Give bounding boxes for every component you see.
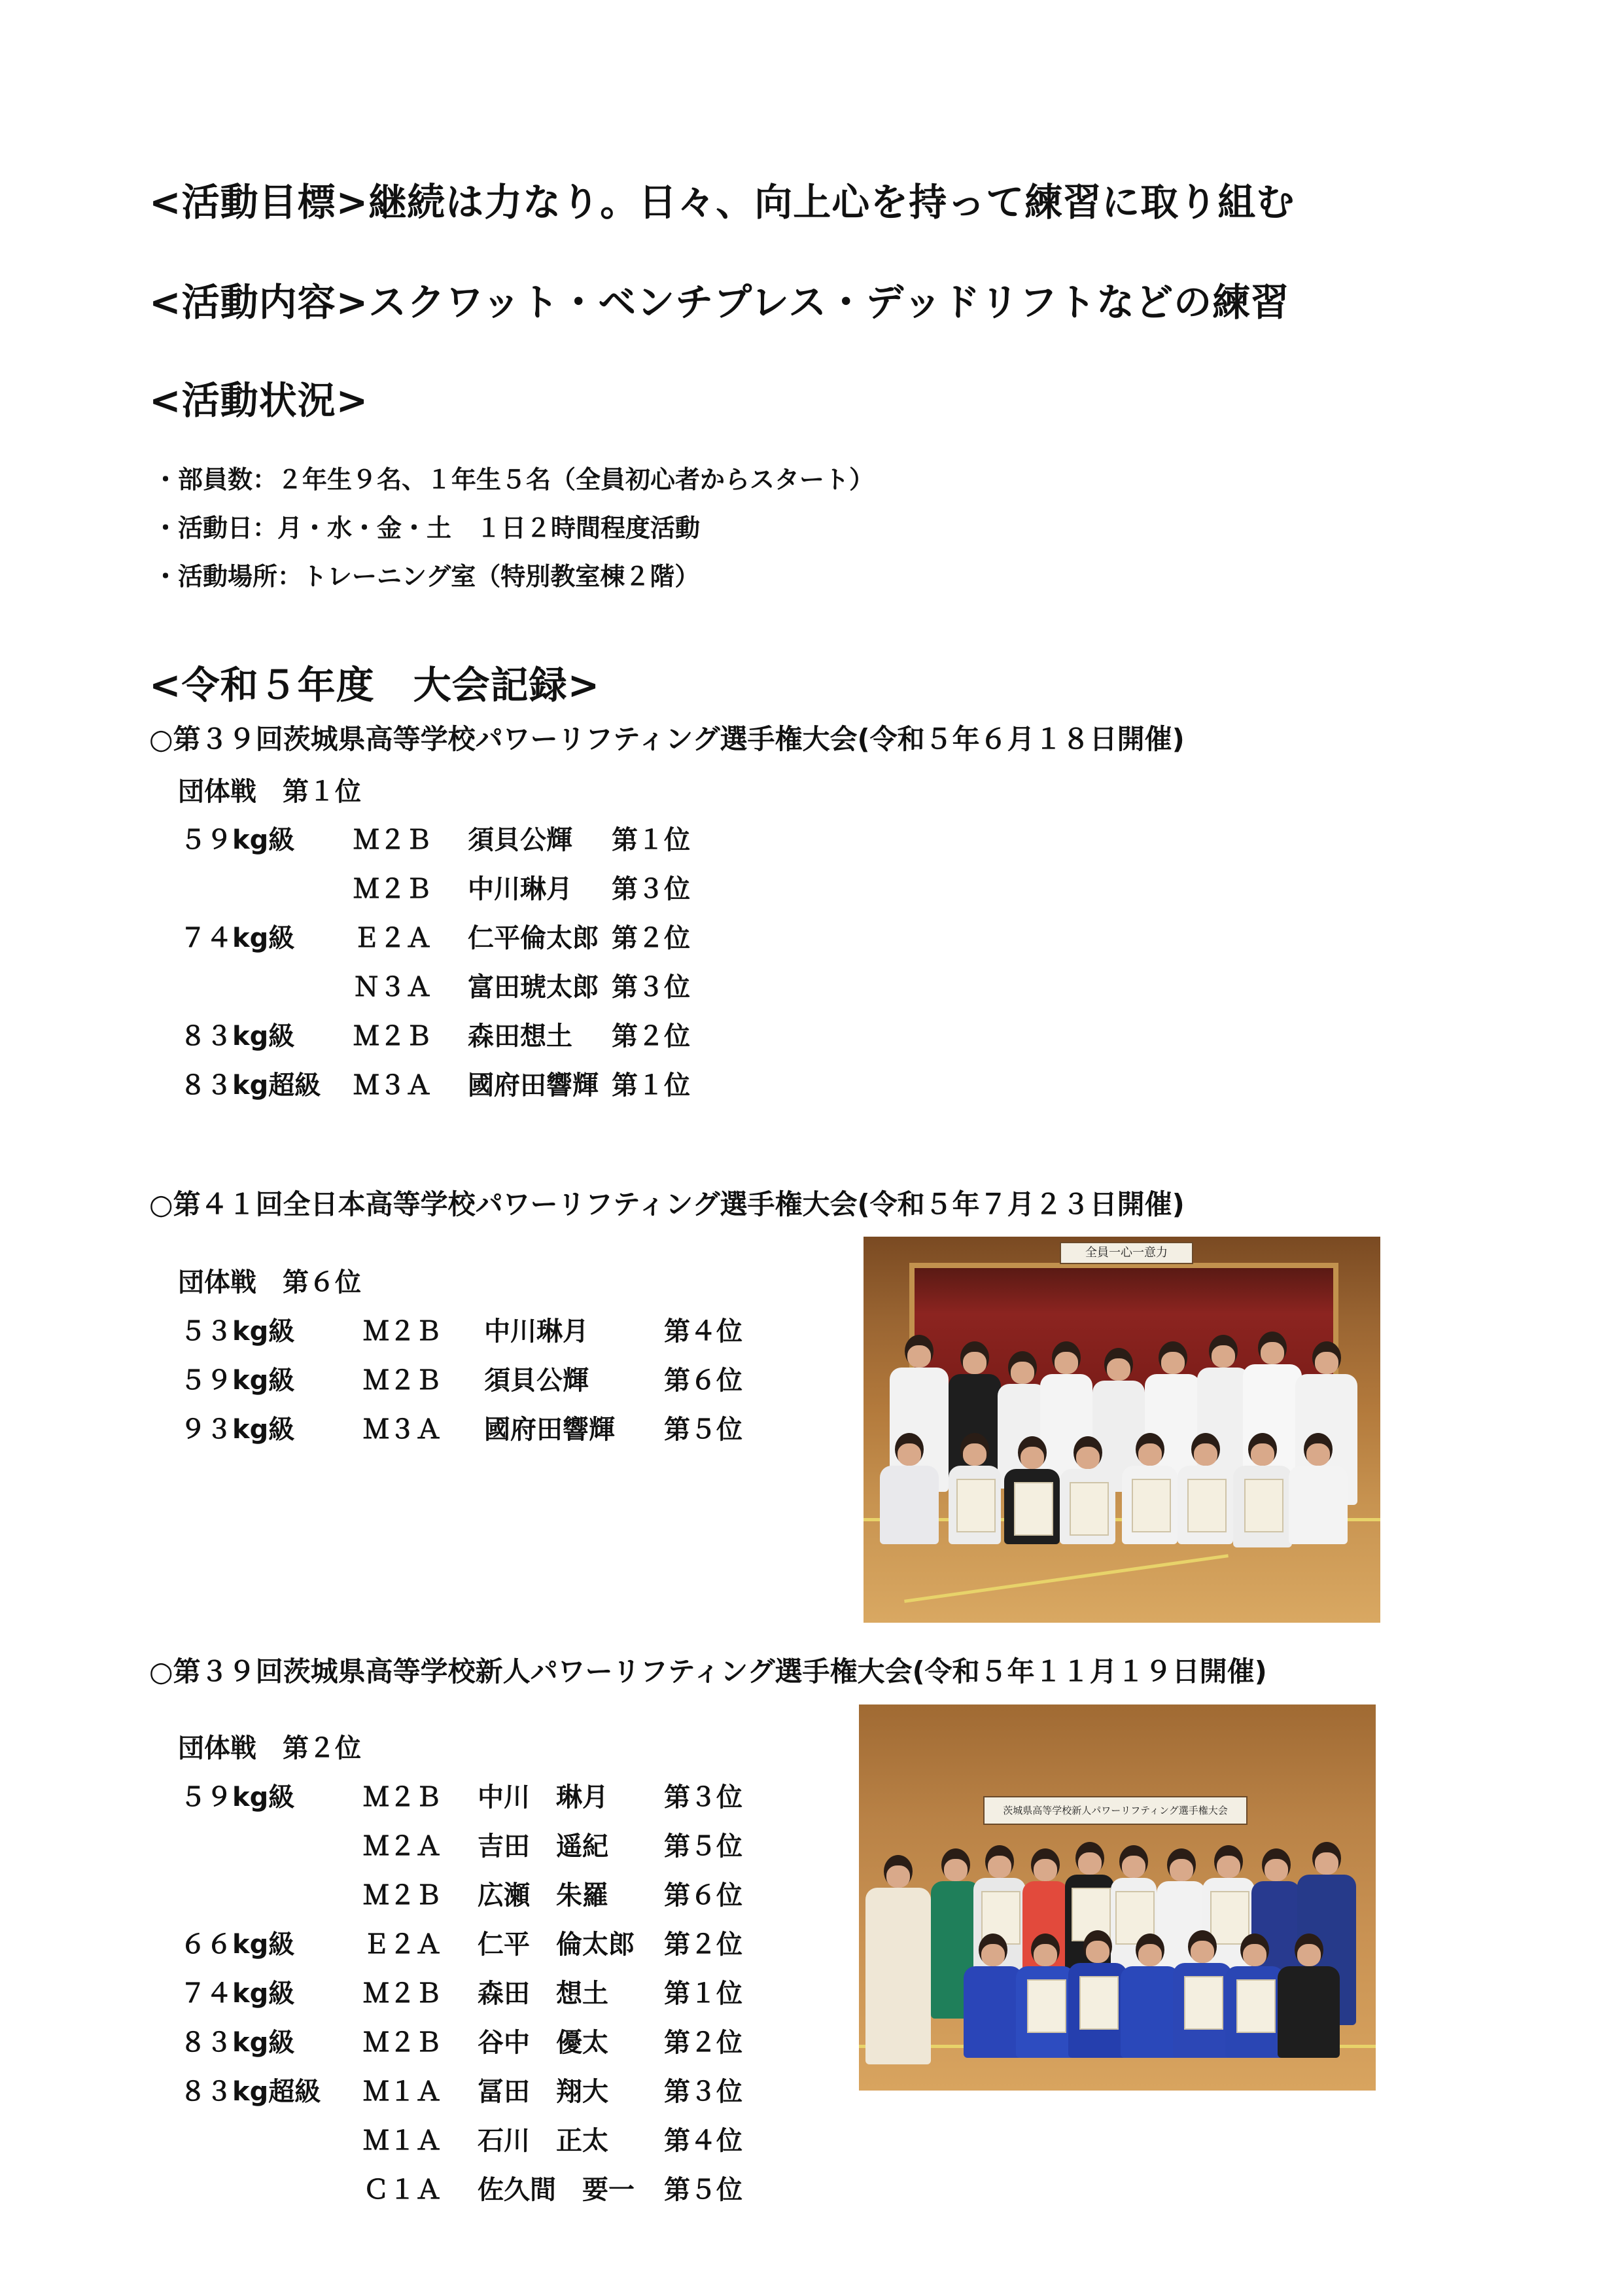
- record-name: 國府田響輝: [468, 1070, 599, 1101]
- court-line: [904, 1554, 1229, 1603]
- record-cls: Ｍ２Ｂ: [363, 1782, 442, 1812]
- record-weight: ９３kg級: [180, 1415, 295, 1445]
- activity-content: [149, 272, 1289, 327]
- record-place: 第２位: [664, 2028, 742, 2058]
- record-cls: Ｍ２Ｂ: [363, 1979, 442, 2009]
- certificate: [956, 1479, 996, 1532]
- record-place: 第５位: [664, 1415, 742, 1445]
- person-figure: [880, 1433, 939, 1544]
- status-bullet-members: ・部員数：２年生９名、１年生５名（全員初心者からスタート）: [153, 465, 875, 494]
- person-figure: [964, 1934, 1022, 2058]
- record-weight: ５３kg級: [180, 1316, 295, 1347]
- tournament-1-team: 団体戦 第１位: [178, 777, 361, 807]
- team-photo-national: [864, 1237, 1380, 1623]
- record-weight: ８３kg超級: [180, 1070, 321, 1101]
- activity-status-heading: <活動状況>: [149, 378, 369, 423]
- certificate: [1184, 1976, 1223, 2030]
- record-place: 第１位: [664, 1979, 742, 2009]
- record-cls: Ｍ２Ｂ: [363, 1316, 442, 1347]
- record-place: 第３位: [664, 2077, 742, 2107]
- record-weight: ８３kg超級: [180, 2077, 321, 2107]
- record-cls: Ｃ１Ａ: [363, 2175, 442, 2205]
- photo-banner-rookie: 茨城県高等学校新人パワーリフティング選手権大会: [983, 1796, 1248, 1825]
- status-bullet-days: ・活動日：月・水・金・土 １日２時間程度活動: [153, 514, 701, 542]
- record-place: 第２位: [664, 1930, 742, 1960]
- record-weight: ５９kg級: [180, 1366, 295, 1396]
- record-name: 谷中 優太: [478, 2028, 608, 2058]
- activity-goal-label: <活動目標>: [149, 180, 369, 224]
- record-weight: ５９kg級: [180, 825, 295, 855]
- record-name: 國府田響輝: [484, 1415, 615, 1445]
- record-place: 第４位: [664, 1316, 742, 1347]
- certificate: [1244, 1479, 1283, 1532]
- certificate: [1027, 1979, 1066, 2033]
- record-place: 第３位: [664, 1782, 742, 1812]
- person-figure: [1289, 1433, 1348, 1544]
- certificate: [1132, 1479, 1171, 1532]
- record-name: 佐久間 要一: [478, 2175, 635, 2205]
- record-place: 第１位: [612, 825, 690, 855]
- team-photo-rookie: [859, 1704, 1376, 2091]
- record-cls: Ｍ２Ｂ: [363, 1881, 442, 1911]
- record-cls: Ｍ１Ａ: [363, 2077, 442, 2107]
- activity-content-text: スクワット・ベンチプレス・デッドリフトなどの練習: [368, 280, 1290, 325]
- record-name: 森田想土: [468, 1021, 572, 1051]
- certificate: [1079, 1976, 1119, 2030]
- record-name: 広瀬 朱羅: [478, 1881, 608, 1911]
- record-place: 第４位: [664, 2126, 742, 2156]
- record-name: 仁平 倫太郎: [478, 1930, 635, 1960]
- tournament-1-title: ○第３９回茨城県高等学校パワーリフティング選手権大会(令和５年６月１８日開催): [149, 723, 1185, 755]
- record-name: 森田 想土: [478, 1979, 608, 2009]
- record-place: 第３位: [612, 874, 690, 904]
- activity-goal-text: 継続は力なり。日々、向上心を持って練習に取り組む: [368, 180, 1295, 224]
- record-cls: Ｅ２Ａ: [363, 1930, 442, 1960]
- person-figure: [1278, 1934, 1340, 2058]
- record-name: 須貝公輝: [468, 825, 572, 855]
- record-cls: Ｍ３Ａ: [353, 1070, 432, 1101]
- activity-content-label: <活動内容>: [149, 280, 369, 325]
- record-name: 石川 正太: [478, 2126, 608, 2156]
- record-place: 第２位: [612, 923, 690, 953]
- person-figure: [865, 1855, 931, 2064]
- certificate: [1236, 1979, 1276, 2033]
- record-cls: Ｅ２Ａ: [353, 923, 432, 953]
- record-name: 冨田 翔大: [478, 2077, 608, 2107]
- record-cls: Ｍ２Ａ: [363, 1831, 442, 1862]
- record-name: 吉田 遥紀: [478, 1831, 608, 1862]
- record-cls: Ｍ３Ａ: [363, 1415, 442, 1445]
- records-heading: <令和５年度 大会記録>: [149, 663, 601, 707]
- record-weight: ７４kg級: [180, 1979, 295, 2009]
- record-name: 中川 琳月: [478, 1782, 608, 1812]
- record-weight: ８３kg級: [180, 2028, 295, 2058]
- tournament-3-team: 団体戦 第２位: [178, 1733, 361, 1763]
- record-cls: Ｍ２Ｂ: [363, 2028, 442, 2058]
- record-name: 中川琳月: [484, 1316, 589, 1347]
- tournament-2-team: 団体戦 第６位: [178, 1267, 361, 1298]
- record-place: 第２位: [612, 1021, 690, 1051]
- record-place: 第５位: [664, 1831, 742, 1862]
- certificate: [1187, 1479, 1227, 1532]
- record-weight: ７４kg級: [180, 923, 295, 953]
- record-place: 第１位: [612, 1070, 690, 1101]
- record-place: 第５位: [664, 2175, 742, 2205]
- record-name: 富田琥太郎: [468, 972, 599, 1002]
- photo-banner-national: 全員一心一意力: [1060, 1242, 1193, 1264]
- record-weight: ８３kg級: [180, 1021, 295, 1051]
- record-weight: ６６kg級: [180, 1930, 295, 1960]
- record-place: 第６位: [664, 1366, 742, 1396]
- record-cls: Ｍ２Ｂ: [353, 874, 432, 904]
- record-cls: Ｍ２Ｂ: [353, 825, 432, 855]
- record-cls: Ｎ３Ａ: [353, 972, 432, 1002]
- record-cls: Ｍ２Ｂ: [353, 1021, 432, 1051]
- person-figure: [1121, 1934, 1179, 2058]
- record-name: 中川琳月: [468, 874, 572, 904]
- activity-goal: [149, 171, 1295, 226]
- record-place: 第６位: [664, 1881, 742, 1911]
- tournament-3-title: ○第３９回茨城県高等学校新人パワーリフティング選手権大会(令和５年１１月１９日開催): [149, 1655, 1267, 1687]
- status-bullet-place: ・活動場所：トレーニング室（特別教室棟２階）: [153, 562, 700, 591]
- certificate: [1014, 1482, 1053, 1536]
- record-name: 仁平倫太郎: [468, 923, 599, 953]
- record-weight: ５９kg級: [180, 1782, 295, 1812]
- record-name: 須貝公輝: [484, 1366, 589, 1396]
- record-cls: Ｍ２Ｂ: [363, 1366, 442, 1396]
- tournament-2-title: ○第４１回全日本高等学校パワーリフティング選手権大会(令和５年７月２３日開催): [149, 1188, 1185, 1220]
- record-cls: Ｍ１Ａ: [363, 2126, 442, 2156]
- record-place: 第３位: [612, 972, 690, 1002]
- certificate: [1070, 1482, 1109, 1536]
